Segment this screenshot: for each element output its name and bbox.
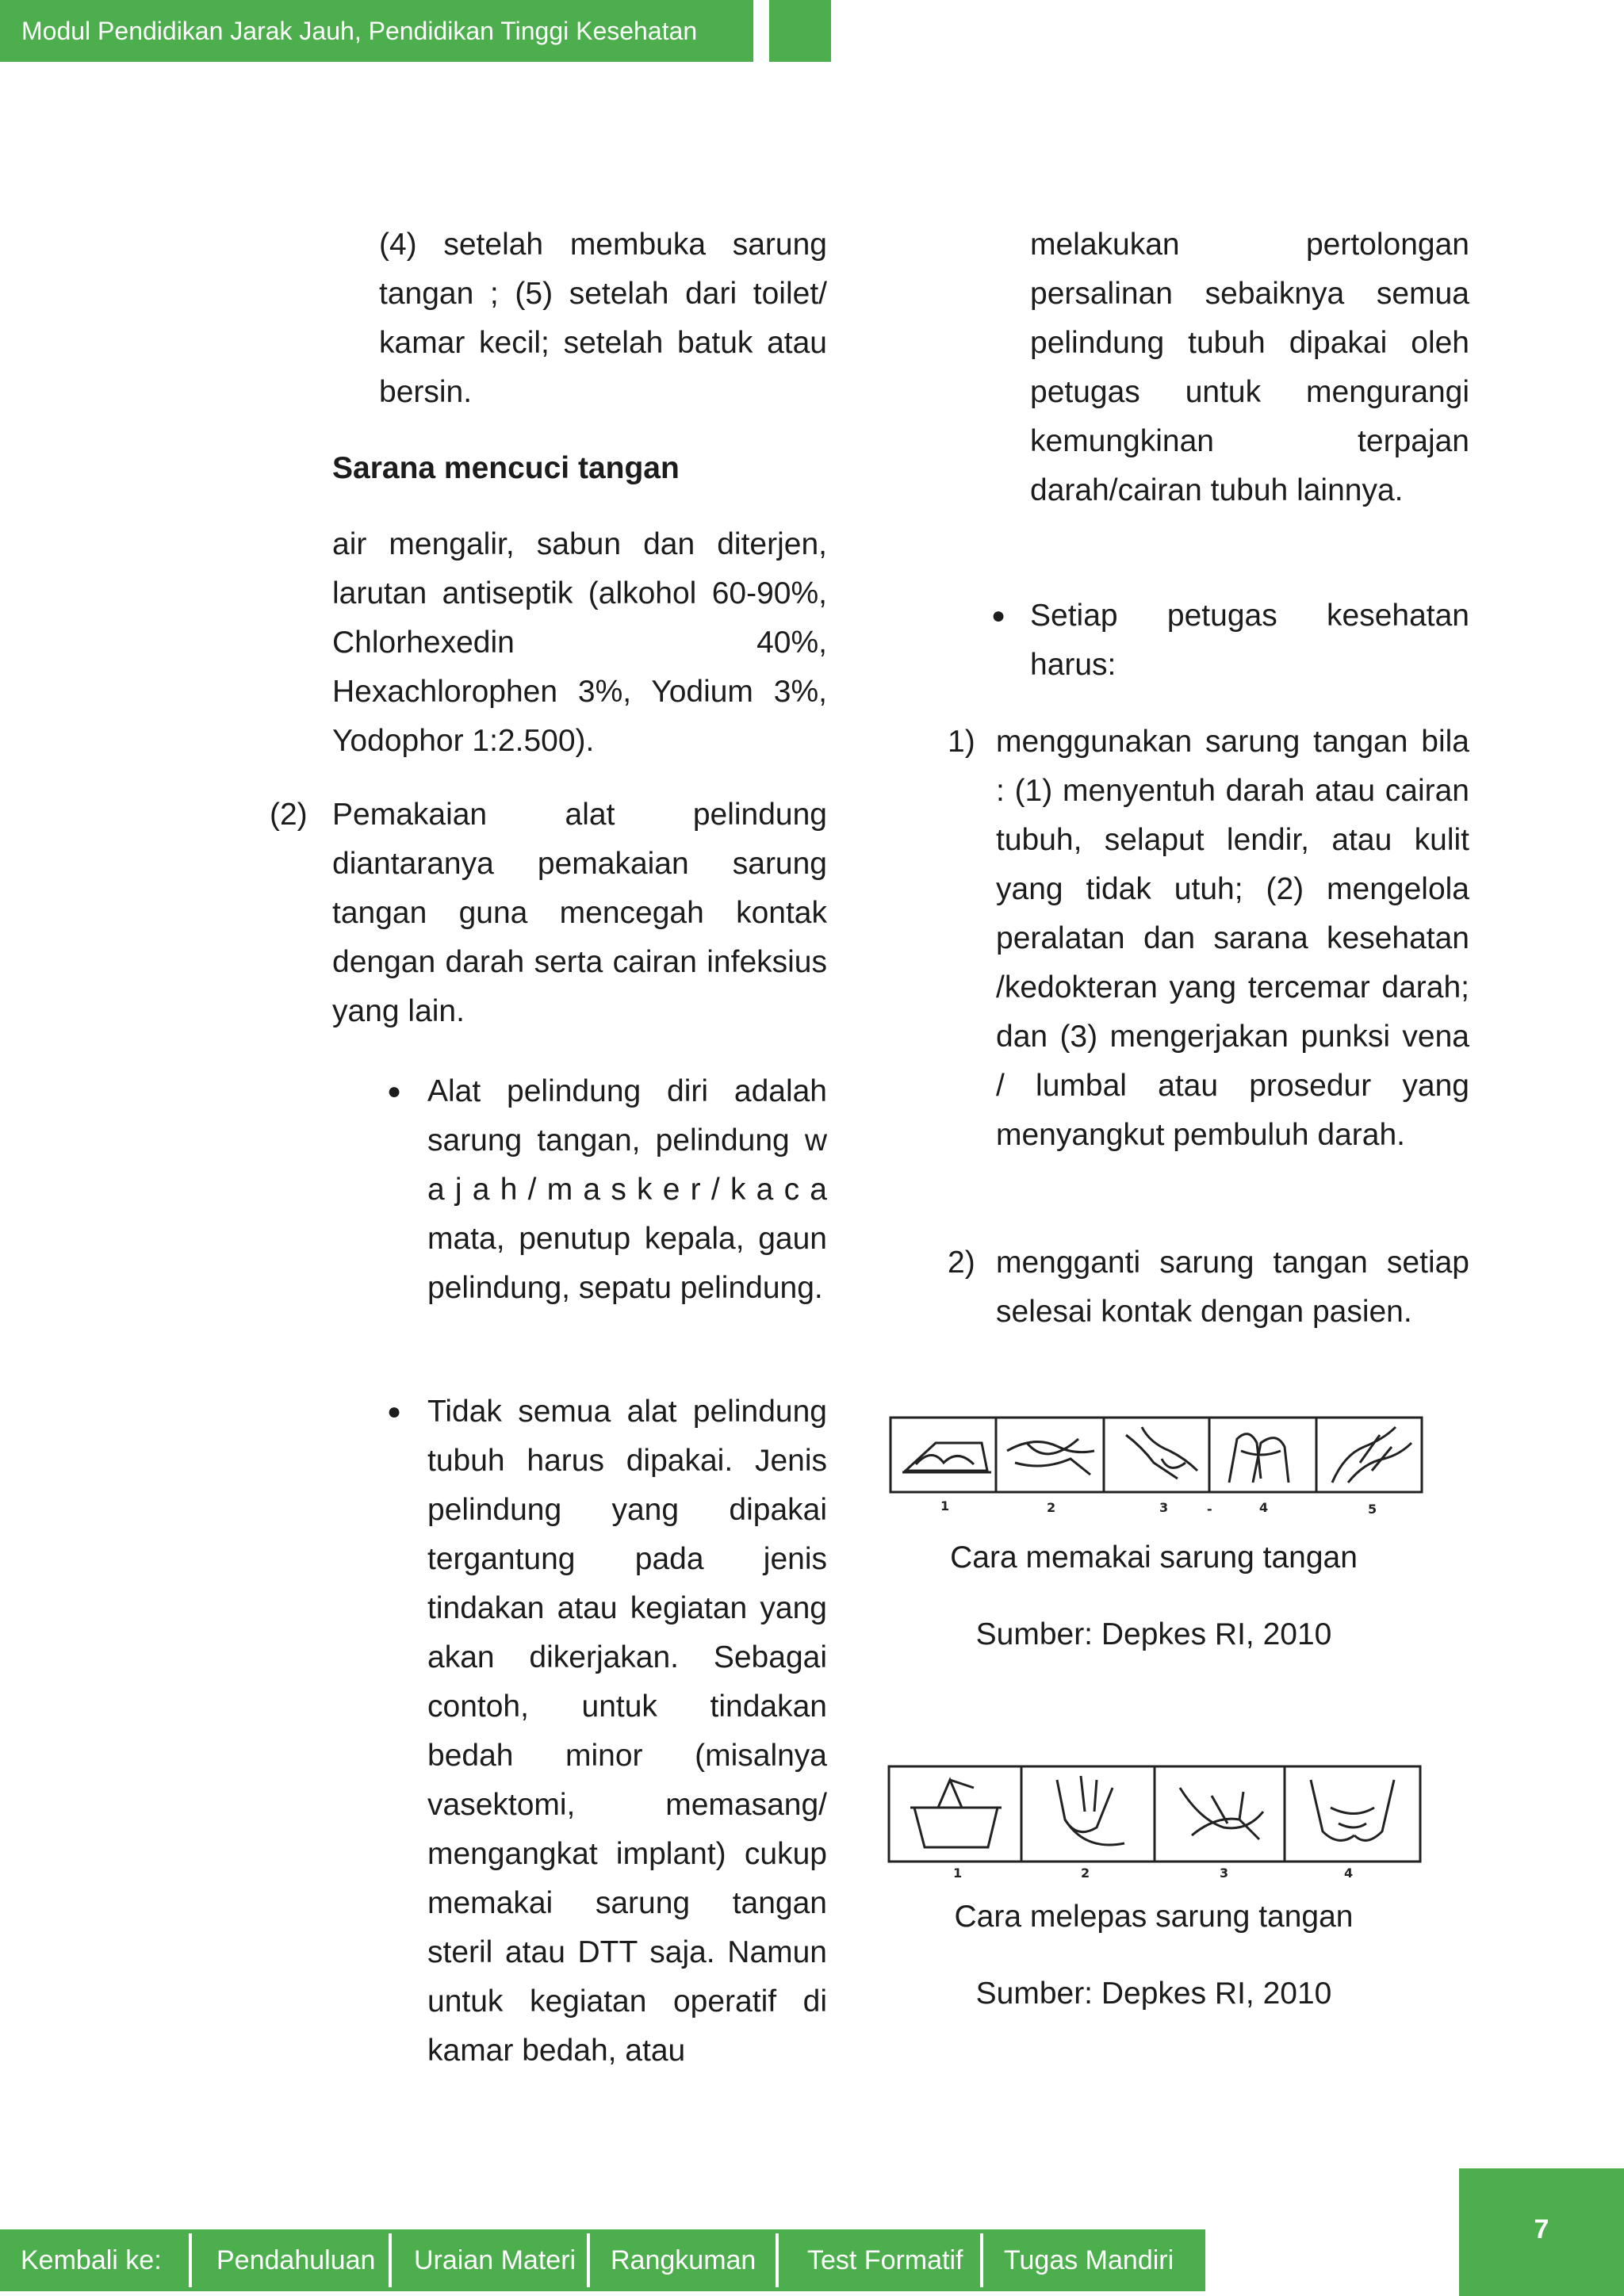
glove-steps-illustration [888, 1415, 1427, 1518]
left-column [0, 0, 831, 2101]
figure-1-source: Sumber: Depkes RI, 2010 [975, 1617, 1332, 1651]
step-number: 4 [1344, 1866, 1354, 1881]
footer-back-label: Kembali ke: [21, 2245, 162, 2275]
nav-divider [980, 2233, 983, 2287]
header-title: Modul Pendidikan Jarak Jauh, Pendidikan Tinggi Kesehatan [21, 17, 698, 45]
list-item-2-right [948, 1238, 1469, 1337]
figure-2-source: Sumber: Depkes RI, 2010 [975, 1976, 1332, 2011]
figure-1-caption: Cara memakai sarung tangan [950, 1540, 1358, 1575]
step-number: 1 [953, 1866, 963, 1881]
list-item-1-text: menggunakan sarung tangan bila : (1) menyentuh darah atau cairan tubuh, selaput lendir, atau kulit yang tidak utuh; (2) mengelola peralatan dan sarana kesehatan /kedokteran yang tercemar darah; dan (3) mengerjakan punksi vena / lumbal atau prosedur yang menyangkut pembuluh darah. [996, 725, 1469, 1152]
glove-removal-illustration [887, 1764, 1426, 1883]
list-item-2-right-label: 2) [948, 1246, 975, 1280]
sarana-text: air mengalir, sabun dan diterjen, larutan antiseptik (alkohol 60-90%, Chlorhexedin 40%, Hexachlorophen 3%, Yodium 3%, Yodophor 1:2.500). [332, 527, 827, 758]
step-number: 3 [1220, 1866, 1229, 1881]
step-number: 2 [1047, 1500, 1056, 1515]
step-number: - [1207, 1502, 1212, 1517]
nav-link-tugas-mandiri[interactable]: Tugas Mandiri [1004, 2245, 1174, 2275]
bullet-item [387, 1387, 827, 2076]
figure-removing-gloves [887, 1764, 1426, 1883]
list-item-2 [270, 790, 827, 1036]
step-number: 2 [1081, 1866, 1090, 1881]
list-item-2-label: (2) [270, 798, 308, 832]
nav-link-test-formatif[interactable]: Test Formatif [807, 2245, 963, 2275]
bullet-dot-icon: ● [387, 1399, 402, 1425]
figure-putting-on-gloves [888, 1415, 1427, 1518]
right-bullet-text: Setiap petugas kesehatan harus: [1030, 599, 1469, 682]
list-item-1-label: 1) [948, 725, 975, 759]
nav-divider [389, 2233, 392, 2287]
nav-divider [587, 2233, 590, 2287]
nav-divider [776, 2233, 779, 2287]
nav-link-pendahuluan[interactable]: Pendahuluan [216, 2245, 376, 2275]
bullet-dot-icon: ● [991, 603, 1006, 629]
step-number: 1 [940, 1498, 950, 1513]
step-number: 5 [1368, 1502, 1377, 1517]
bullet-item [991, 591, 1469, 690]
bullet-2-text: Tidak semua alat pelindung tubuh harus dipakai. Jenis pelindung yang dipakai tergantung pada jenis tindakan atau kegiatan yang akan dikerjakan. Sebagai contoh, untuk tindakan bedah minor (misalnya vasektomi, memasang/ mengangkat implant) cukup memakai sarung tangan steril atau DTT saja. Namun untuk kegiatan operatif di kamar bedah, atau [427, 1395, 827, 2068]
nav-link-uraian-materi[interactable]: Uraian Materi [414, 2245, 576, 2275]
list-item-2-right-text: mengganti sarung tangan setiap selesai kontak dengan pasien. [996, 1246, 1469, 1329]
page-number-box [1459, 2168, 1624, 2296]
nav-divider [189, 2233, 192, 2287]
left-continuation-text: (4) setelah membuka sarung tangan ; (5) setelah dari toilet/ kamar kecil; setelah batuk atau bersin. [379, 228, 827, 409]
right-continuation-text: melakukan pertolongan persalinan sebaiknya semua pelindung tubuh dipakai oleh petugas untuk mengurangi kemungkinan terpajan darah/cairan tubuh lainnya. [1030, 228, 1469, 507]
section-heading: Sarana mencuci tangan [332, 451, 680, 485]
step-number: 4 [1259, 1500, 1269, 1515]
list-item-1 [948, 718, 1469, 1160]
figure-2-caption: Cara melepas sarung tangan [954, 1900, 1354, 1934]
bullet-dot-icon: ● [387, 1078, 402, 1104]
bullet-1-text: Alat pelindung diri adalah sarung tangan, pelindung w a j a h / m a s k e r / k a c a mata, penutup kepala, gaun pelindung, sepatu pelindung. [427, 1074, 827, 1305]
page-number: 7 [1534, 2214, 1549, 2244]
nav-link-rangkuman[interactable]: Rangkuman [611, 2245, 756, 2275]
bullet-item [387, 1067, 827, 1313]
list-item-2-text: Pemakaian alat pelindung diantaranya pemakaian sarung tangan guna mencegah kontak dengan darah serta cairan infeksius yang lain. [332, 798, 827, 1028]
step-number: 3 [1159, 1500, 1169, 1515]
